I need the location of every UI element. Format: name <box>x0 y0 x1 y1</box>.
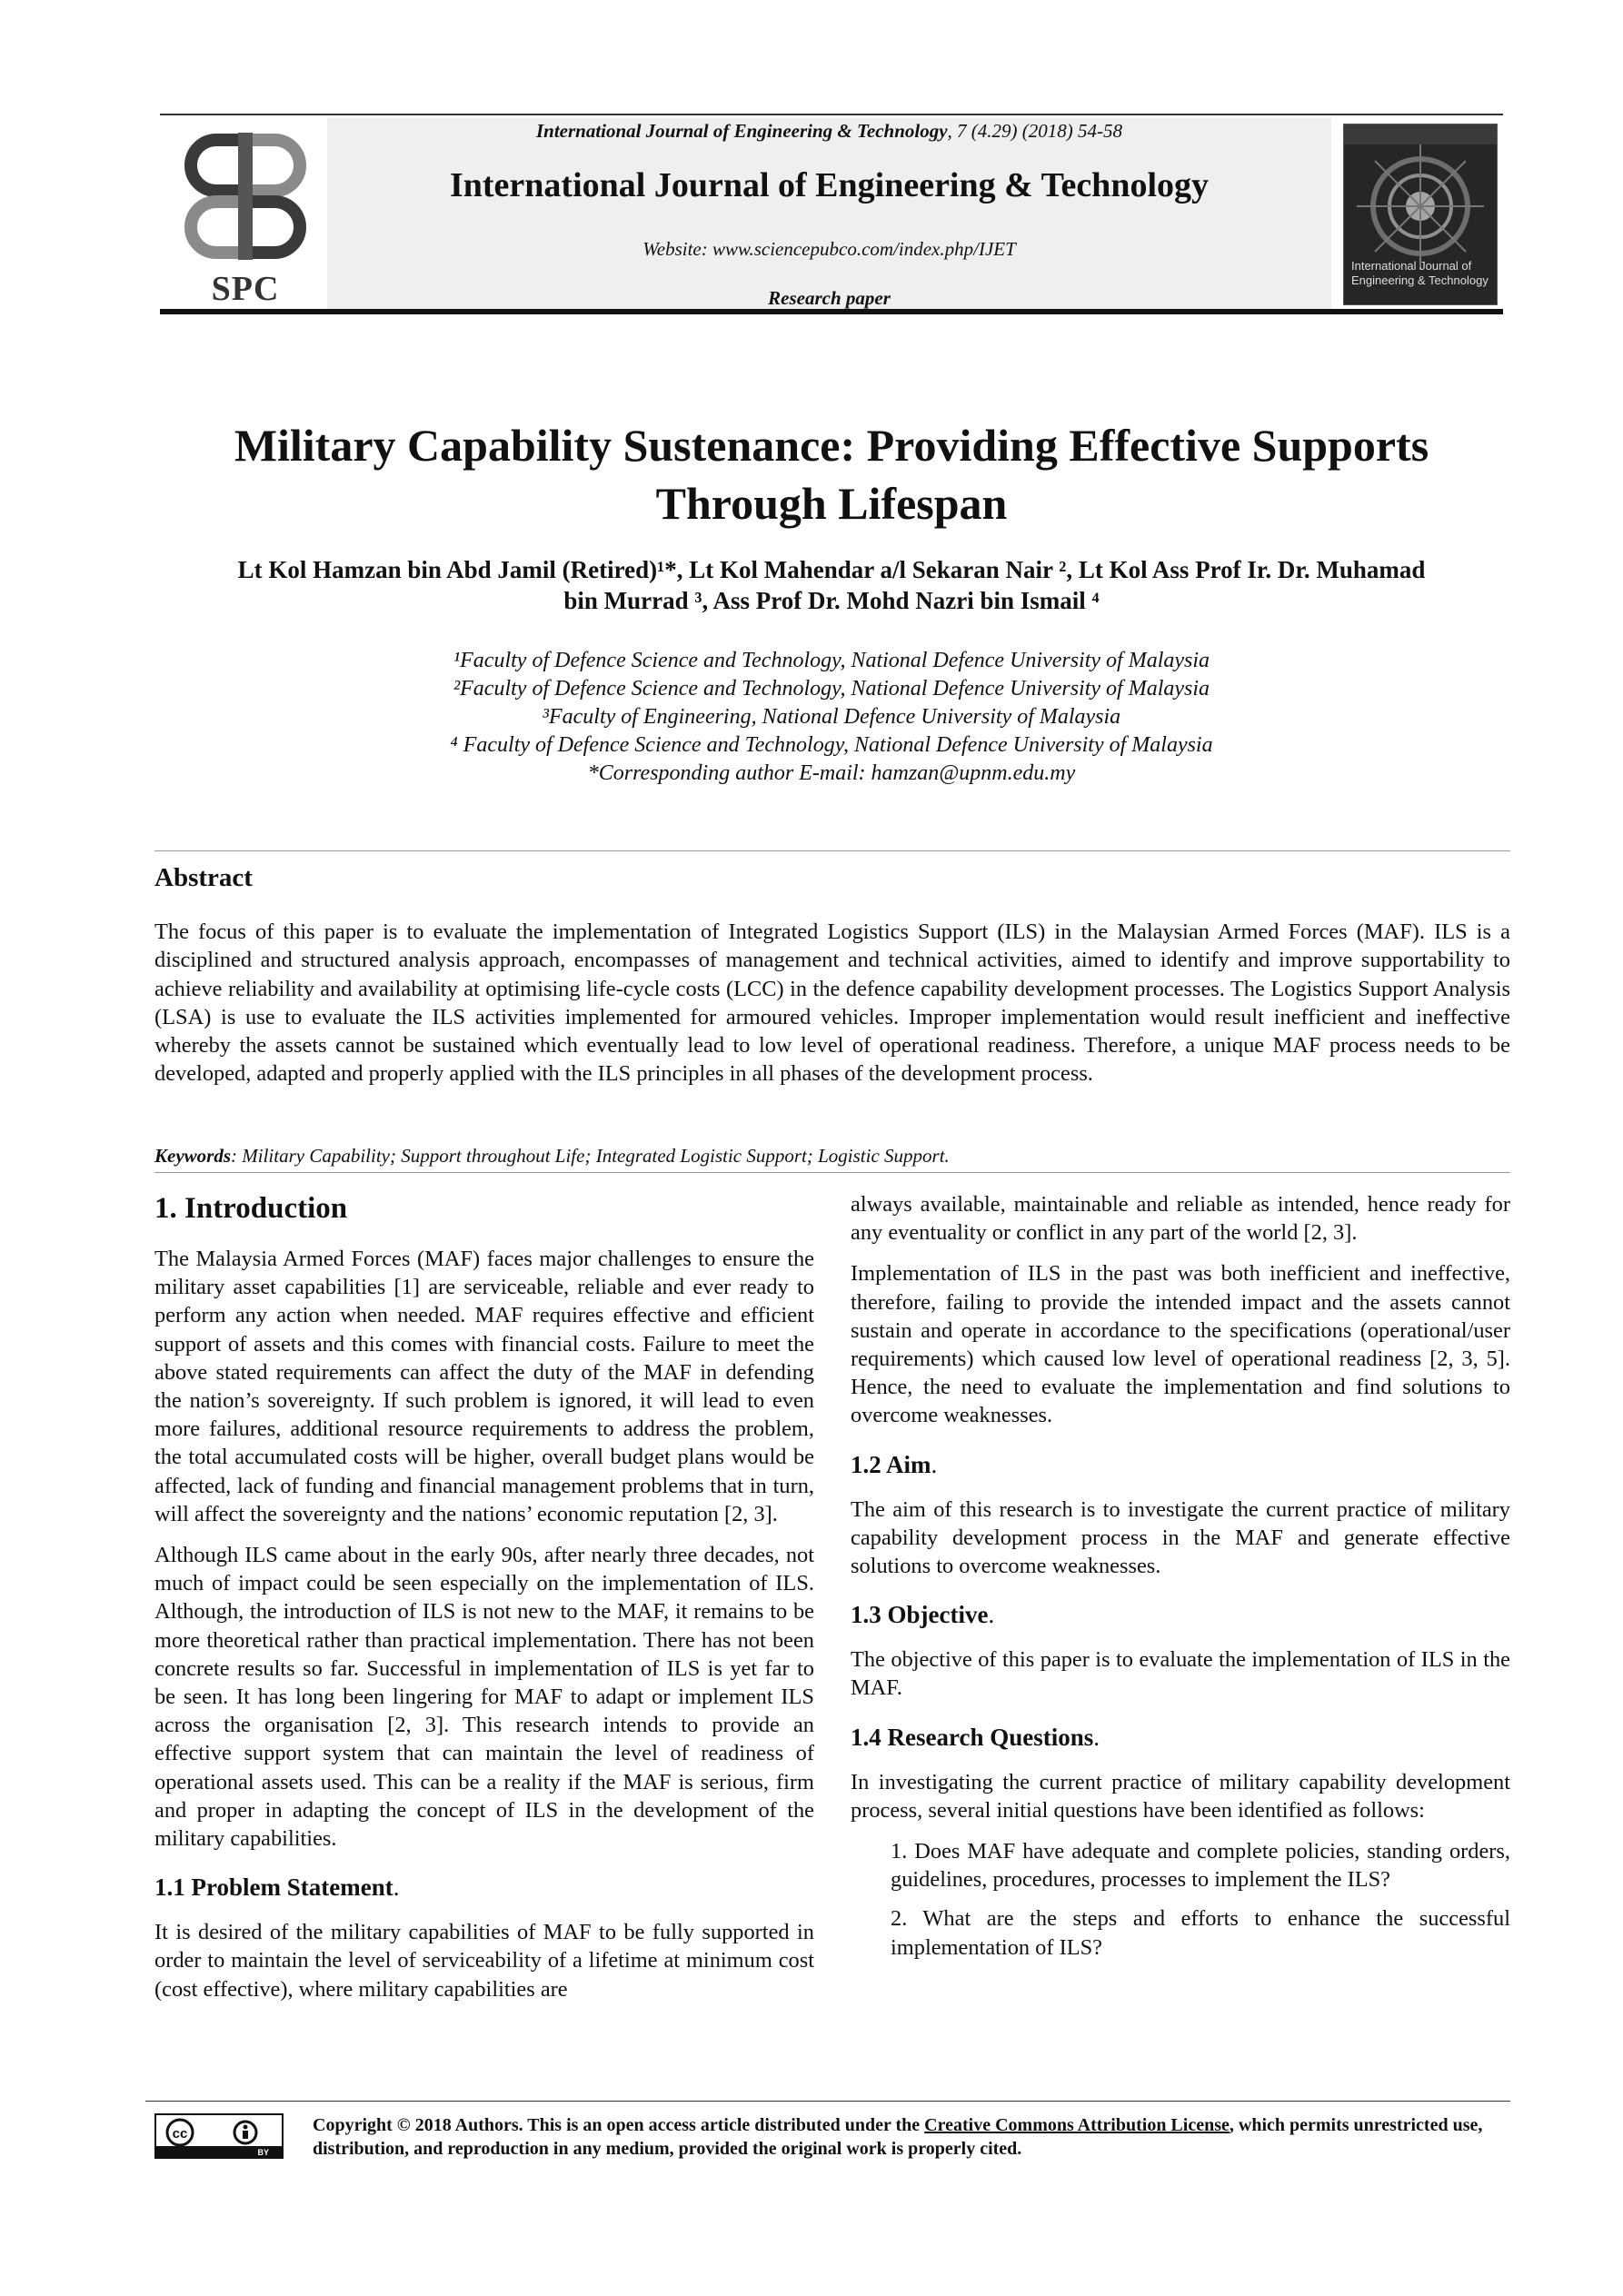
rq-paragraph: In investigating the current practice of military capability development process, several initial questions have been identified as follows: <box>851 1769 1510 1823</box>
intro-paragraph-2: Although ILS came about in the early 90s, after nearly three decades, not much of impact could be seen especially on the implementation of ILS. Although, the introduction of ILS is not new to the MAF, it remains to be more theoretical rather than practical implementation. There has not been concrete results so far. Successful in implementation of ILS is yet far to be seen. It has long been lingering for MAF to adapt or implement ILS across the organisation [2, 3]. This research intends to provide an effective support system that can maintain the level of readiness of operational assets used. This can be a reality if the MAF is serious, firm and proper in adapting the concept of ILS in the development of the military capabilities. <box>154 1543 814 1852</box>
abstract-text: The focus of this paper is to evaluate the implementation of Integrated Logistics Support (ILS) in the Malaysian Armed Forces (MAF). ILS is a disciplined and structured analysis approach, encompasses of management and technical activities, aimed to identify and improve supportability to achieve reliability and availability at optimising life-cycle costs (LCC) in the defence capability development processes. The Logistics Support Analysis (LSA) is use to evaluate the ILS activities implemented for armoured vehicles. Improper implementation would result inefficient and ineffective whereby the assets cannot be sustained which eventually lead to low level of operational readiness. Therefore, a unique MAF process needs to be developed, adapted and properly applied with the ILS principles in all phases of the development process. <box>154 919 1510 1087</box>
keywords <box>154 1145 1510 1168</box>
copyright-text-b: , which permits unrestricted use, distribution, and reproduction in any medium, provided the original work is properly cited. <box>313 2115 1483 2159</box>
affiliation-3: ³Faculty of Engineering, National Defence University of Malaysia <box>542 705 1121 729</box>
header-bottom-rule <box>160 309 1503 314</box>
right-paragraph-2: Implementation of ILS in the past was both inefficient and ineffective, therefore, failing to provide the intended impact and the assets cannot sustain and operate in accordance to the specifications (operational/user requirements) which caused low level of operational readiness [2, 3, 5]. Hence, the need to evaluate the implementation and find solutions to overcome weaknesses. <box>851 1261 1510 1428</box>
rq-heading-text: 1.4 Research Questions <box>851 1723 1094 1751</box>
aim-paragraph: The aim of this research is to investigate the current practice of military capability development process in the MAF and generate effective solutions to overcome weaknesses. <box>851 1496 1510 1579</box>
abstract-bottom-rule <box>154 1172 1510 1173</box>
copyright-notice <box>313 2113 1510 2161</box>
intro-paragraph-1: The Malaysia Armed Forces (MAF) faces major challenges to ensure the military asset capabilities [1] are serviceable, reliable and ever ready to perform any action when needed. MAF requires effective and efficient support of assets and this comes with financial costs. Failure to meet the above stated requirements can affect the duty of the MAF in defending the nation’s sovereignty. If such problem is ignored, it will lead to even more failures, additional resource requirements to address the problem, the total accumulated costs will be higher, overall budget plans would be affected, lack of funding and financial management problems that in turn, will affect the sovereignty and the nations’ economic reputation [2, 3]. <box>154 1247 814 1526</box>
research-question-1: 1. Does MAF have adequate and complete policies, standing orders, guidelines, procedures, processes to implement the ILS? <box>891 1839 1510 1893</box>
publisher-logo-text: SPC <box>211 270 280 308</box>
section-heading-objective: 1.3 Objective. <box>851 1601 995 1629</box>
abstract-heading: Abstract <box>154 863 253 892</box>
problem-heading-text: 1.1 Problem Statement <box>154 1874 393 1902</box>
aim-heading-text: 1.2 Aim <box>851 1450 931 1478</box>
header-top-rule <box>160 114 1503 115</box>
affiliation-1: ¹Faculty of Defence Science and Technology, National Defence University of Malaysia <box>453 649 1210 672</box>
section-heading-research-questions: 1.4 Research Questions. <box>851 1723 1100 1751</box>
corresponding-author: *Corresponding author E-mail: hamzan@upnm.edu.my <box>587 761 1076 785</box>
affiliation-2: ²Faculty of Defence Science and Technology, National Defence University of Malaysia <box>453 677 1210 701</box>
abstract-top-rule <box>154 850 1510 851</box>
copyright-text-a: Copyright © 2018 Authors. This is an open access article distributed under the <box>313 2115 925 2135</box>
paper-title-line1: Military Capability Sustenance: Providing Effective Supports <box>234 420 1429 471</box>
license-link[interactable]: Creative Commons Attribution License <box>924 2115 1230 2135</box>
svg-text:cc: cc <box>172 2126 188 2142</box>
paper-title-line2: Through Lifespan <box>655 478 1008 529</box>
left-column <box>154 1190 814 2016</box>
paper-title <box>136 416 1527 532</box>
cover-title-line2: Engineering & Technology <box>1351 273 1489 287</box>
section-heading-problem-statement: 1.1 Problem Statement. <box>154 1874 400 1902</box>
right-paragraph-1: always available, maintainable and reliable as intended, hence ready for any eventuality or conflict in any part of the world [2, 3]. <box>851 1192 1510 1246</box>
affiliation-4: ⁴ Faculty of Defence Science and Technology, National Defence University of Malaysia <box>450 733 1213 757</box>
affiliations <box>182 647 1481 788</box>
journal-website: Website: www.sciencepubco.com/index.php/IJET <box>642 238 1016 260</box>
keywords-label: Keywords <box>154 1145 231 1167</box>
header-citation <box>327 120 1331 143</box>
paper-type: Research paper <box>768 287 891 309</box>
authors-line1: Lt Kol Hamzan bin Abd Jamil (Retired)¹*, Lt Kol Mahendar a/l Sekaran Nair ², Lt Kol Ass Prof Ir. Dr. Muhamad <box>237 556 1426 583</box>
journal-name: International Journal of Engineering & Technology <box>449 166 1210 204</box>
journal-cover-image <box>1343 124 1498 305</box>
authors-line2: bin Murrad ³, Ass Prof Dr. Mohd Nazri bin Ismail ⁴ <box>563 587 1100 614</box>
objective-heading-text: 1.3 Objective <box>851 1601 989 1629</box>
header-banner <box>327 118 1331 309</box>
cc-badge-label: BY <box>257 2148 269 2157</box>
section-heading-introduction: 1. Introduction <box>154 1192 348 1225</box>
section-heading-aim: 1.2 Aim. <box>851 1450 938 1478</box>
author-list <box>136 554 1527 616</box>
cc-license-icon <box>156 2115 282 2146</box>
cc-by-badge[interactable] <box>154 2113 284 2159</box>
citation-volume: , 7 (4.29) (2018) 54-58 <box>947 120 1123 142</box>
footer-rule <box>145 2101 1510 2102</box>
keywords-list: : Military Capability; Support throughout Life; Integrated Logistic Support; Logistic Support. <box>231 1145 950 1167</box>
right-column <box>851 1190 1510 1973</box>
citation-journal: International Journal of Engineering & Technology <box>535 120 948 142</box>
cover-title <box>1351 259 1489 288</box>
objective-paragraph: The objective of this paper is to evaluate the implementation of ILS in the MAF. <box>851 1647 1510 1701</box>
problem-paragraph: It is desired of the military capabilities of MAF to be fully supported in order to maintain the level of serviceability of a lifetime at minimum cost (cost effective), where military capabilities are <box>154 1920 814 2002</box>
research-question-2: 2. What are the steps and efforts to enhance the successful implementation of ILS? <box>891 1906 1510 1960</box>
cover-title-line1: International Journal of <box>1351 259 1472 273</box>
